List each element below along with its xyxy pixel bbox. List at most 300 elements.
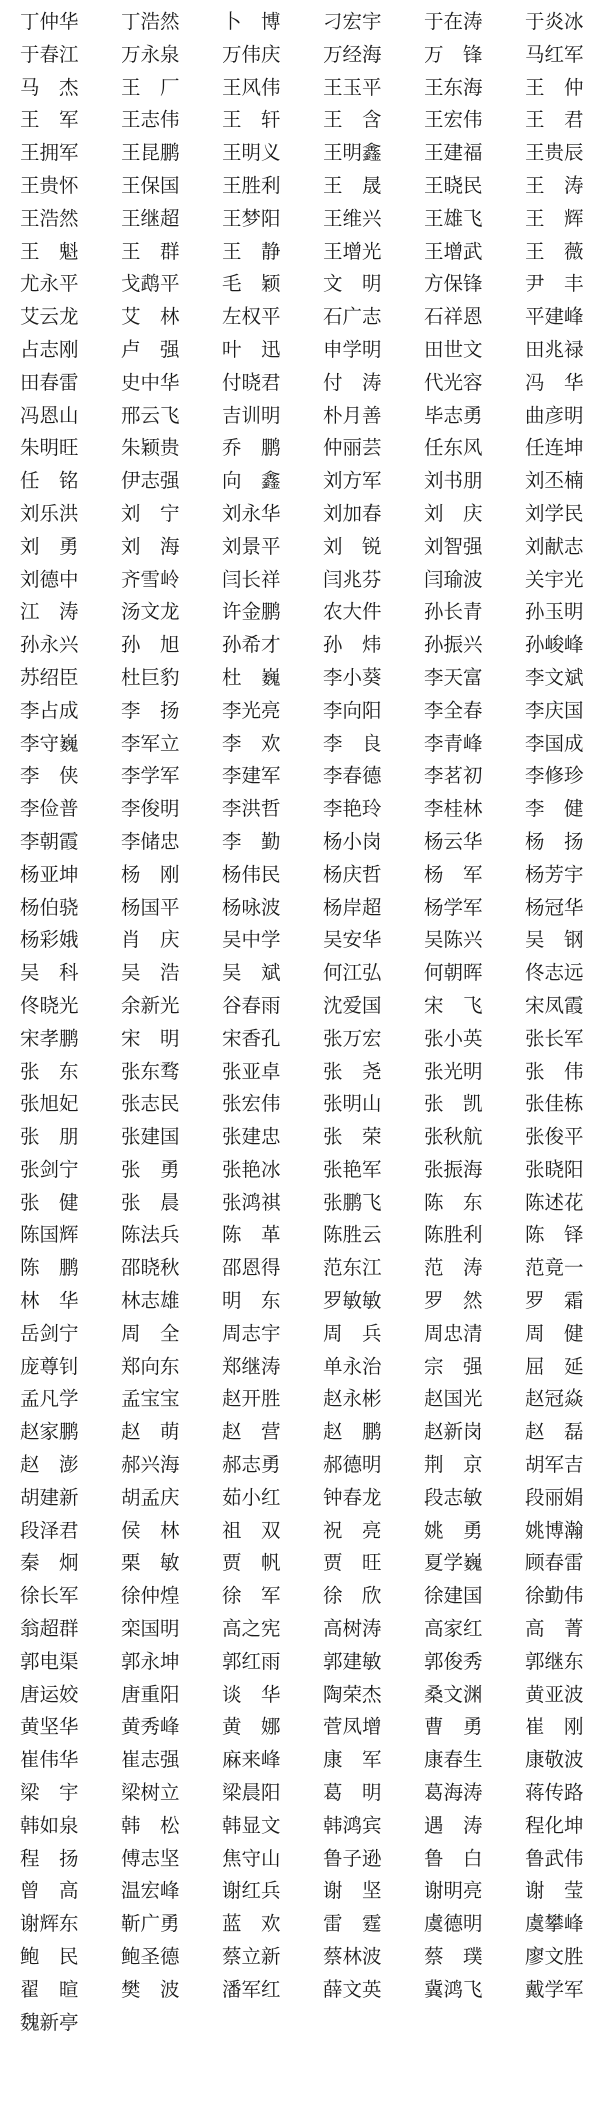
name-entry: 杨云华	[424, 829, 483, 853]
name-entry: 毕志勇	[424, 403, 483, 427]
name-entry: 左权平	[222, 305, 281, 329]
name-entry: 唐重阳	[121, 1682, 180, 1706]
name-entry: 杨芳宇	[525, 862, 584, 886]
name-entry: 魏新亭	[20, 2010, 79, 2034]
name-entry: 韩如泉	[20, 1813, 79, 1837]
name-entry: 高树涛	[323, 1617, 382, 1641]
name-entry: 李天富	[424, 665, 483, 689]
name-entry: 王 君	[525, 108, 584, 132]
name-entry: 卜 博	[222, 10, 281, 33]
name-entry: 王 涛	[525, 173, 584, 197]
name-entry: 姚博瀚	[525, 1518, 584, 1542]
name-entry: 菅凤增	[323, 1715, 382, 1739]
name-entry: 孙长青	[424, 600, 483, 624]
name-entry: 田世文	[424, 337, 483, 361]
name-entry: 陈法兵	[121, 1223, 180, 1247]
name-entry: 吴中学	[222, 928, 281, 952]
name-entry: 邵晓秋	[121, 1256, 180, 1280]
name-entry: 李青峰	[424, 731, 483, 755]
name-entry: 潘军红	[222, 1977, 281, 2001]
name-entry: 张东骛	[121, 1059, 180, 1083]
name-entry: 仲丽芸	[323, 436, 382, 460]
name-entry: 刘 宁	[121, 501, 180, 525]
name-entry: 谢 莹	[525, 1879, 584, 1903]
name-entry: 王胜利	[222, 173, 281, 197]
name-entry: 向 鑫	[222, 469, 281, 493]
name-entry: 遇 涛	[424, 1813, 483, 1837]
name-entry: 李春德	[323, 764, 382, 788]
name-entry: 方保锋	[424, 272, 483, 296]
name-entry: 李洪哲	[222, 797, 281, 821]
name-entry: 佟志远	[525, 961, 584, 985]
name-entry: 徐勤伟	[525, 1584, 584, 1608]
name-entry: 林志雄	[121, 1289, 180, 1313]
name-entry: 吉训明	[222, 403, 281, 427]
name-entry: 卢 强	[121, 337, 180, 361]
name-entry: 王雄飞	[424, 206, 483, 230]
name-entry: 薛文英	[323, 1977, 382, 2001]
name-entry: 王建福	[424, 141, 483, 165]
name-entry: 杨伯骁	[20, 895, 79, 919]
name-entry: 付 涛	[323, 370, 382, 394]
name-entry: 张剑宁	[20, 1157, 79, 1181]
name-entry: 宋孝鹏	[20, 1026, 79, 1050]
name-entry: 郭俊秀	[424, 1649, 483, 1673]
name-entry: 张旭妃	[20, 1092, 79, 1116]
name-entry: 艾 林	[121, 305, 180, 329]
name-entry: 刁宏宇	[323, 10, 382, 33]
name-entry: 贾 旺	[323, 1551, 382, 1575]
name-entry: 郭电渠	[20, 1649, 79, 1673]
name-entry: 吴安华	[323, 928, 382, 952]
name-entry: 万经海	[323, 42, 382, 66]
name-entry: 闫长祥	[222, 567, 281, 591]
name-entry: 刘献志	[525, 534, 584, 558]
name-entry: 杨庆哲	[323, 862, 382, 886]
name-entry: 刘乐洪	[20, 501, 79, 525]
name-entry: 冯恩山	[20, 403, 79, 427]
name-entry: 李建军	[222, 764, 281, 788]
name-entry: 吴陈兴	[424, 928, 483, 952]
name-entry: 周志宇	[222, 1321, 281, 1345]
name-entry: 李全春	[424, 698, 483, 722]
name-entry: 周忠清	[424, 1321, 483, 1345]
name-entry: 陈 鹏	[20, 1256, 79, 1280]
name-entry: 李朝霞	[20, 829, 79, 853]
name-entry: 郝志勇	[222, 1453, 281, 1477]
name-entry: 王宏伟	[424, 108, 483, 132]
name-entry: 段志敏	[424, 1485, 483, 1509]
name-entry: 陈述花	[525, 1190, 584, 1214]
name-entry: 李守巍	[20, 731, 79, 755]
name-entry: 谈 华	[222, 1682, 281, 1706]
name-entry: 宋香孔	[222, 1026, 281, 1050]
name-entry: 朴月善	[323, 403, 382, 427]
name-entry: 任连坤	[525, 436, 584, 460]
name-entry: 宋 飞	[424, 993, 483, 1017]
name-entry: 杨小岗	[323, 829, 382, 853]
name-entry: 关宇光	[525, 567, 584, 591]
name-entry: 虞攀峰	[525, 1912, 584, 1936]
name-entry: 谢明亮	[424, 1879, 483, 1903]
name-entry: 朱颖贵	[121, 436, 180, 460]
name-entry: 胡建新	[20, 1485, 79, 1509]
name-entry: 鲍圣德	[121, 1945, 180, 1969]
name-entry: 唐运姣	[20, 1682, 79, 1706]
name-entry: 闫瑜波	[424, 567, 483, 591]
name-entry: 冀鸿飞	[424, 1977, 483, 2001]
name-entry: 李向阳	[323, 698, 382, 722]
name-entry: 杜 巍	[222, 665, 281, 689]
name-entry: 文 明	[323, 272, 382, 296]
name-entry: 栾国明	[121, 1617, 180, 1641]
name-entry: 孙永兴	[20, 633, 79, 657]
name-entry: 秦 炯	[20, 1551, 79, 1575]
name-entry: 赵开胜	[222, 1387, 281, 1411]
name-entry: 单永治	[323, 1354, 382, 1378]
name-entry: 顾春雷	[525, 1551, 584, 1575]
name-entry: 崔 刚	[525, 1715, 584, 1739]
name-entry: 王昆鹏	[121, 141, 180, 165]
name-entry: 侯 林	[121, 1518, 180, 1542]
name-entry: 王志伟	[121, 108, 180, 132]
name-entry: 尹 丰	[525, 272, 584, 296]
name-entry: 郭建敏	[323, 1649, 382, 1673]
name-entry: 王增武	[424, 239, 483, 263]
name-entry: 罗 然	[424, 1289, 483, 1313]
name-entry: 李国成	[525, 731, 584, 755]
name-entry: 张 尧	[323, 1059, 382, 1083]
name-entry: 付晓君	[222, 370, 281, 394]
name-entry: 韩显文	[222, 1813, 281, 1837]
name-entry: 刘学民	[525, 501, 584, 525]
name-entry: 吴 浩	[121, 961, 180, 985]
name-entry: 马红军	[525, 42, 584, 66]
name-entry: 王保国	[121, 173, 180, 197]
name-entry: 陈 铎	[525, 1223, 584, 1247]
name-entry: 孙希才	[222, 633, 281, 657]
name-entry: 麻来峰	[222, 1748, 281, 1772]
name-entry: 赵 澎	[20, 1453, 79, 1477]
name-entry: 郑继涛	[222, 1354, 281, 1378]
name-entry: 夏学巍	[424, 1551, 483, 1575]
name-entry: 崔志强	[121, 1748, 180, 1772]
name-entry: 王梦阳	[222, 206, 281, 230]
name-entry: 王东海	[424, 75, 483, 99]
name-entry: 蔡立新	[222, 1945, 281, 1969]
name-entry: 余新光	[121, 993, 180, 1017]
name-entry: 王风伟	[222, 75, 281, 99]
name-entry: 李 良	[323, 731, 382, 755]
name-entry: 张晓阳	[525, 1157, 584, 1181]
name-entry: 郭继东	[525, 1649, 584, 1673]
name-entry: 杨岸超	[323, 895, 382, 919]
name-entry: 陈 东	[424, 1190, 483, 1214]
name-entry: 李 健	[525, 797, 584, 821]
name-entry: 蒋传路	[525, 1781, 584, 1805]
name-list-grid	[20, 6, 613, 2039]
name-entry: 叶 迅	[222, 337, 281, 361]
name-entry: 孟宝宝	[121, 1387, 180, 1411]
name-entry: 葛海涛	[424, 1781, 483, 1805]
name-entry: 陈胜利	[424, 1223, 483, 1247]
name-entry: 孙峻峰	[525, 633, 584, 657]
name-entry: 张 健	[20, 1190, 79, 1214]
name-entry: 范东江	[323, 1256, 382, 1280]
name-entry: 张 东	[20, 1059, 79, 1083]
name-entry: 祖 双	[222, 1518, 281, 1542]
name-entry: 李学军	[121, 764, 180, 788]
name-entry: 冯 华	[525, 370, 584, 394]
name-entry: 乔 鹏	[222, 436, 281, 460]
name-entry: 林 华	[20, 1289, 79, 1313]
name-entry: 王玉平	[323, 75, 382, 99]
name-entry: 岳剑宁	[20, 1321, 79, 1345]
name-entry: 田兆禄	[525, 337, 584, 361]
name-entry: 范 涛	[424, 1256, 483, 1280]
name-entry: 沈爱国	[323, 993, 382, 1017]
name-entry: 王贵辰	[525, 141, 584, 165]
name-entry: 李光亮	[222, 698, 281, 722]
name-entry: 万永泉	[121, 42, 180, 66]
name-entry: 鲁武伟	[525, 1846, 584, 1870]
name-entry: 王 静	[222, 239, 281, 263]
name-entry: 刘德中	[20, 567, 79, 591]
name-entry: 王 仲	[525, 75, 584, 99]
name-entry: 杨咏波	[222, 895, 281, 919]
name-entry: 雷 霆	[323, 1912, 382, 1936]
name-entry: 翁超群	[20, 1617, 79, 1641]
name-entry: 许金鹏	[222, 600, 281, 624]
name-entry: 郝兴海	[121, 1453, 180, 1477]
name-entry: 贾 帆	[222, 1551, 281, 1575]
name-entry: 胡军吉	[525, 1453, 584, 1477]
name-entry: 徐 欣	[323, 1584, 382, 1608]
name-entry: 刘智强	[424, 534, 483, 558]
name-entry: 丁浩然	[121, 10, 180, 33]
name-entry: 陈国辉	[20, 1223, 79, 1247]
name-entry: 丁仲华	[20, 10, 79, 33]
name-entry: 张明山	[323, 1092, 382, 1116]
name-entry: 樊 波	[121, 1977, 180, 2001]
name-entry: 周 兵	[323, 1321, 382, 1345]
name-entry: 钟春龙	[323, 1485, 382, 1509]
name-entry: 刘 庆	[424, 501, 483, 525]
name-entry: 李修珍	[525, 764, 584, 788]
name-entry: 王 轩	[222, 108, 281, 132]
name-entry: 于炎冰	[525, 10, 584, 33]
name-entry: 赵 萌	[121, 1420, 180, 1444]
name-entry: 李庆国	[525, 698, 584, 722]
name-entry: 李 欢	[222, 731, 281, 755]
name-entry: 刘方军	[323, 469, 382, 493]
name-entry: 杨国平	[121, 895, 180, 919]
name-entry: 曾 高	[20, 1879, 79, 1903]
name-entry: 崔伟华	[20, 1748, 79, 1772]
name-entry: 温宏峰	[121, 1879, 180, 1903]
name-entry: 张鹏飞	[323, 1190, 382, 1214]
name-entry: 翟 暄	[20, 1977, 79, 2001]
name-entry: 鲁 白	[424, 1846, 483, 1870]
name-entry: 韩 松	[121, 1813, 180, 1837]
name-entry: 刘丕楠	[525, 469, 584, 493]
name-entry: 蔡 璞	[424, 1945, 483, 1969]
name-entry: 何朝晖	[424, 961, 483, 985]
name-entry: 宗 强	[424, 1354, 483, 1378]
name-entry: 王 含	[323, 108, 382, 132]
name-entry: 葛 明	[323, 1781, 382, 1805]
name-entry: 李占成	[20, 698, 79, 722]
name-entry: 王增光	[323, 239, 382, 263]
name-entry: 张艳军	[323, 1157, 382, 1181]
name-entry: 宋 明	[121, 1026, 180, 1050]
name-entry: 廖文胜	[525, 1945, 584, 1969]
name-entry: 史中华	[121, 370, 180, 394]
name-entry: 李俊明	[121, 797, 180, 821]
name-entry: 郭红雨	[222, 1649, 281, 1673]
name-entry: 石祥恩	[424, 305, 483, 329]
name-entry: 王晓民	[424, 173, 483, 197]
name-entry: 张宏伟	[222, 1092, 281, 1116]
name-entry: 王 晟	[323, 173, 382, 197]
name-entry: 黄秀峰	[121, 1715, 180, 1739]
name-entry: 任东风	[424, 436, 483, 460]
name-entry: 苏绍臣	[20, 665, 79, 689]
name-entry: 赵 磊	[525, 1420, 584, 1444]
name-entry: 张 荣	[323, 1125, 382, 1149]
name-entry: 罗敏敏	[323, 1289, 382, 1313]
name-entry: 张振海	[424, 1157, 483, 1181]
name-entry: 何江弘	[323, 961, 382, 985]
name-entry: 赵 营	[222, 1420, 281, 1444]
name-entry: 杨伟民	[222, 862, 281, 886]
name-entry: 刘永华	[222, 501, 281, 525]
name-entry: 杨 军	[424, 862, 483, 886]
name-entry: 田春雷	[20, 370, 79, 394]
name-entry: 伊志强	[121, 469, 180, 493]
name-entry: 曹 勇	[424, 1715, 483, 1739]
name-entry: 肖 庆	[121, 928, 180, 952]
name-entry: 张艳冰	[222, 1157, 281, 1181]
name-entry: 韩鸿宾	[323, 1813, 382, 1837]
name-entry: 孟凡学	[20, 1387, 79, 1411]
name-entry: 王 薇	[525, 239, 584, 263]
name-entry: 赵新岗	[424, 1420, 483, 1444]
name-entry: 祝 亮	[323, 1518, 382, 1542]
name-entry: 万伟庆	[222, 42, 281, 66]
name-entry: 赵冠焱	[525, 1387, 584, 1411]
name-entry: 黄亚波	[525, 1682, 584, 1706]
name-entry: 赵永彬	[323, 1387, 382, 1411]
name-entry: 吴 钢	[525, 928, 584, 952]
name-entry: 吴 科	[20, 961, 79, 985]
name-entry: 杨亚坤	[20, 862, 79, 886]
name-entry: 赵国光	[424, 1387, 483, 1411]
name-entry: 李俭普	[20, 797, 79, 821]
name-entry: 段丽娟	[525, 1485, 584, 1509]
name-entry: 徐建国	[424, 1584, 483, 1608]
name-entry: 代光容	[424, 370, 483, 394]
name-entry: 于在涛	[424, 10, 483, 33]
name-entry: 张万宏	[323, 1026, 382, 1050]
name-entry: 占志刚	[20, 337, 79, 361]
name-entry: 张 晨	[121, 1190, 180, 1214]
name-entry: 李军立	[121, 731, 180, 755]
name-entry: 张佳栋	[525, 1092, 584, 1116]
name-entry: 朱明旺	[20, 436, 79, 460]
name-entry: 王维兴	[323, 206, 382, 230]
name-entry: 郝德明	[323, 1453, 382, 1477]
name-entry: 陶荣杰	[323, 1682, 382, 1706]
name-entry: 庞尊钊	[20, 1354, 79, 1378]
name-entry: 杨 刚	[121, 862, 180, 886]
name-entry: 谢 坚	[323, 1879, 382, 1903]
name-entry: 孙 旭	[121, 633, 180, 657]
name-entry: 江 涛	[20, 600, 79, 624]
name-entry: 蓝 欢	[222, 1912, 281, 1936]
name-entry: 蔡林波	[323, 1945, 382, 1969]
name-entry: 任 铭	[20, 469, 79, 493]
name-entry: 梁晨阳	[222, 1781, 281, 1805]
name-entry: 毛 颖	[222, 272, 281, 296]
name-entry: 焦守山	[222, 1846, 281, 1870]
name-entry: 梁 宇	[20, 1781, 79, 1805]
name-entry: 戈鹉平	[121, 272, 180, 296]
name-entry: 陈 革	[222, 1223, 281, 1247]
name-entry: 高 菁	[525, 1617, 584, 1641]
name-entry: 刘 海	[121, 534, 180, 558]
name-entry: 郑向东	[121, 1354, 180, 1378]
name-entry: 李小葵	[323, 665, 382, 689]
name-entry: 齐雪岭	[121, 567, 180, 591]
name-entry: 赵 鹏	[323, 1420, 382, 1444]
name-entry: 赵家鹏	[20, 1420, 79, 1444]
name-entry: 胡孟庆	[121, 1485, 180, 1509]
name-entry: 张秋航	[424, 1125, 483, 1149]
name-entry: 张俊平	[525, 1125, 584, 1149]
name-entry: 梁树立	[121, 1781, 180, 1805]
name-entry: 程 扬	[20, 1846, 79, 1870]
name-entry: 曲彦明	[525, 403, 584, 427]
name-entry: 刘加春	[323, 501, 382, 525]
name-entry: 高之宪	[222, 1617, 281, 1641]
name-entry: 荆 京	[424, 1453, 483, 1477]
name-entry: 靳广勇	[121, 1912, 180, 1936]
name-entry: 张亚卓	[222, 1059, 281, 1083]
name-entry: 李 侠	[20, 764, 79, 788]
name-entry: 王 群	[121, 239, 180, 263]
name-entry: 陈胜云	[323, 1223, 382, 1247]
name-entry: 郭永坤	[121, 1649, 180, 1673]
name-entry: 张 凯	[424, 1092, 483, 1116]
name-entry: 李储忠	[121, 829, 180, 853]
name-entry: 宋凤霞	[525, 993, 584, 1017]
name-entry: 杨彩娥	[20, 928, 79, 952]
name-entry: 屈 延	[525, 1354, 584, 1378]
name-entry: 邵恩得	[222, 1256, 281, 1280]
name-entry: 王 魁	[20, 239, 79, 263]
name-entry: 王拥军	[20, 141, 79, 165]
name-entry: 李茗初	[424, 764, 483, 788]
name-entry: 栗 敏	[121, 1551, 180, 1575]
name-entry: 谷春雨	[222, 993, 281, 1017]
name-entry: 李文斌	[525, 665, 584, 689]
name-entry: 王明鑫	[323, 141, 382, 165]
name-entry: 张建国	[121, 1125, 180, 1149]
name-entry: 李艳玲	[323, 797, 382, 821]
name-entry: 李 勤	[222, 829, 281, 853]
name-entry: 农大件	[323, 600, 382, 624]
